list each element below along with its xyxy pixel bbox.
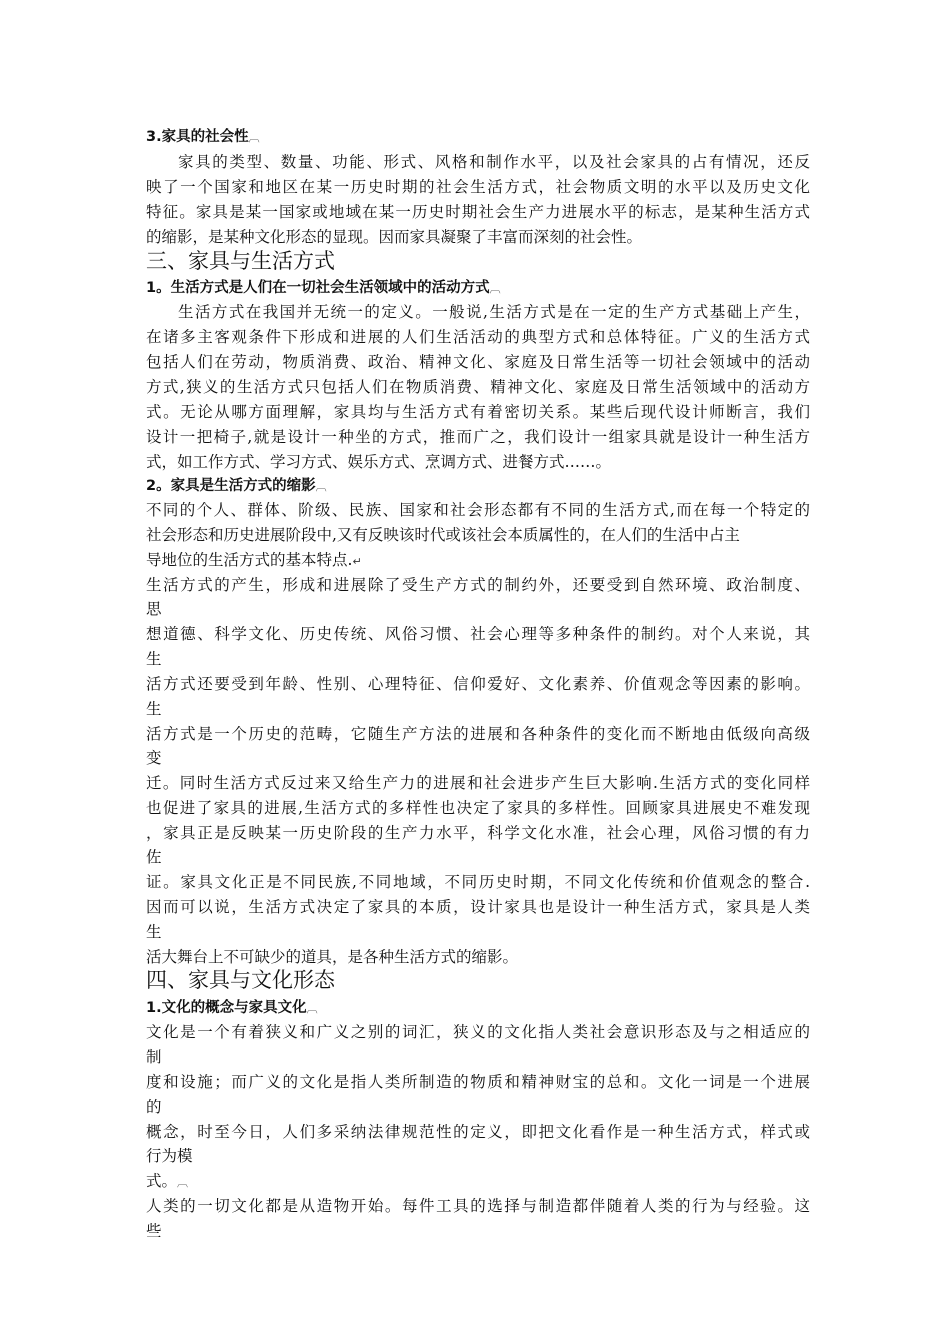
section-heading-social: 3.家具的社会性︹ xyxy=(146,129,260,145)
text-line: 想道德、科学文化、历史传统、风俗习惯、社会心理等多种条件的制约。对个人来说，其 xyxy=(146,625,810,643)
paragraph-mark-icon: ︹ xyxy=(248,131,260,144)
paragraph-mark-icon: ︹ xyxy=(315,480,327,493)
subsection-heading-furniture-lifestyle: 2。家具是生活方式的缩影︹ xyxy=(146,478,327,494)
text-line: 生 xyxy=(146,923,162,941)
text-line: 文化是一个有着狭义和广义之别的词汇，狭义的文化指人类社会意识形态及与之相适应的 xyxy=(146,1023,810,1041)
text-line: 迁。同时生活方式反过来又给生产力的进展和社会进步产生巨大影响.生活方式的变化同样 xyxy=(146,774,810,792)
line-break-mark-icon: ↵ xyxy=(352,555,362,568)
text-line: 式。︹ xyxy=(146,1172,189,1190)
text-line: 家具的类型、数量、功能、形式、风格和制作水平，以及社会家具的占有情况，还反 xyxy=(178,153,810,171)
text-line: 的 xyxy=(146,1098,162,1116)
text-line: 些 xyxy=(146,1222,162,1240)
text-line: 活方式是一个历史的范畴，它随生产方法的进展和各种条件的变化而不断地由低级向高级 xyxy=(146,725,810,743)
text-line: 生 xyxy=(146,650,162,668)
text-line: 行为模 xyxy=(146,1147,193,1165)
text-line: ，家具正是反映某一历史阶段的生产力水平，科学文化水准，社会心理，风俗习惯的有力 xyxy=(146,824,810,842)
text-line: 生活方式在我国并无统一的定义。一般说,生活方式是在一定的生产方式基础上产生， xyxy=(178,303,810,321)
text-line: 不同的个人、群体、阶级、民族、国家和社会形态都有不同的生活方式,而在每一个特定的 xyxy=(146,501,810,519)
text-line: 人类的一切文化都是从造物开始。每件工具的选择与制造都伴随着人类的行为与经验。这 xyxy=(146,1197,810,1215)
text-line: 生 xyxy=(146,700,162,718)
text-line: 包括人们在劳动，物质消费、政治、精神文化、家庭及日常生活等一切社会领域中的活动 xyxy=(146,353,810,371)
text-line: 的缩影，是某种文化形态的显现。因而家具凝聚了丰富而深刻的社会性。 xyxy=(146,228,643,246)
text-line: 佐 xyxy=(146,848,162,866)
text-line: 生活方式的产生，形成和进展除了受生产方式的制约外，还要受到自然环境、政治制度、 xyxy=(146,576,810,594)
text-line: 制 xyxy=(146,1048,162,1066)
paragraph-mark-icon: ︹ xyxy=(306,1002,318,1015)
text-line: 证。家具文化正是不同民族,不同地域，不同历史时期，不同文化传统和价值观念的整合. xyxy=(146,873,810,891)
text-line: 映了一个国家和地区在某一历史时期的社会生活方式，社会物质文明的水平以及历史文化 xyxy=(146,178,810,196)
text-line: 因而可以说，生活方式决定了家具的本质，设计家具也是设计一种生活方式，家具是人类 xyxy=(146,898,810,916)
text-line: 活方式还要受到年龄、性别、心理特征、信仰爱好、文化素养、价值观念等因素的影响。 xyxy=(146,675,810,693)
text-line: 思 xyxy=(146,600,162,618)
chapter-title-culture: 四、家具与文化形态 xyxy=(146,968,335,992)
chapter-title-lifestyle: 三、家具与生活方式 xyxy=(146,249,335,273)
text-line: 导地位的生活方式的基本特点.↵ xyxy=(146,551,362,569)
paragraph-mark-icon: ︹ xyxy=(489,282,501,295)
text-line: 式。无论从哪方面理解，家具均与生活方式有着密切关系。某些后现代设计师断言，我们 xyxy=(146,403,810,421)
text-line: 概念，时至今日，人们多采纳法律规范性的定义，即把文化看作是一种生活方式，样式或 xyxy=(146,1123,810,1141)
text-line: 特征。家具是某一国家或地域在某一历史时期社会生产力进展水平的标志，是某种生活方式 xyxy=(146,203,810,221)
text-line: 变 xyxy=(146,749,162,767)
text-line: 度和设施；而广义的文化是指人类所制造的物质和精神财宝的总和。文化一词是一个进展 xyxy=(146,1073,810,1091)
text-line: 活大舞台上不可缺少的道具，是各种生活方式的缩影。 xyxy=(146,948,519,966)
subsection-heading-lifestyle-definition: 1。生活方式是人们在一切社会生活领域中的活动方式︹ xyxy=(146,280,501,296)
text-line: 社会形态和历史进展阶段中,又有反映该时代或该社会本质属性的，在人们的生活中占主 xyxy=(146,526,740,544)
text-line: 在诸多主客观条件下形成和进展的人们生活活动的典型方式和总体特征。广义的生活方式 xyxy=(146,328,810,346)
text-line: 式，如工作方式、学习方式、娱乐方式、烹调方式、进餐方式……。 xyxy=(146,453,612,471)
text-line: 方式,狭义的生活方式只包括人们在物质消费、精神文化、家庭及日常生活领域中的活动方 xyxy=(146,378,810,396)
text-line: 设计一把椅子,就是设计一种坐的方式，推而广之，我们设计一组家具就是设计一种生活方 xyxy=(146,428,810,446)
paragraph-mark-icon: ︹ xyxy=(177,1176,189,1189)
text-line: 也促进了家具的进展,生活方式的多样性也决定了家具的多样性。回顾家具进展史不难发现 xyxy=(146,799,810,817)
subsection-heading-culture-concept: 1.文化的概念与家具文化︹ xyxy=(146,1000,318,1016)
